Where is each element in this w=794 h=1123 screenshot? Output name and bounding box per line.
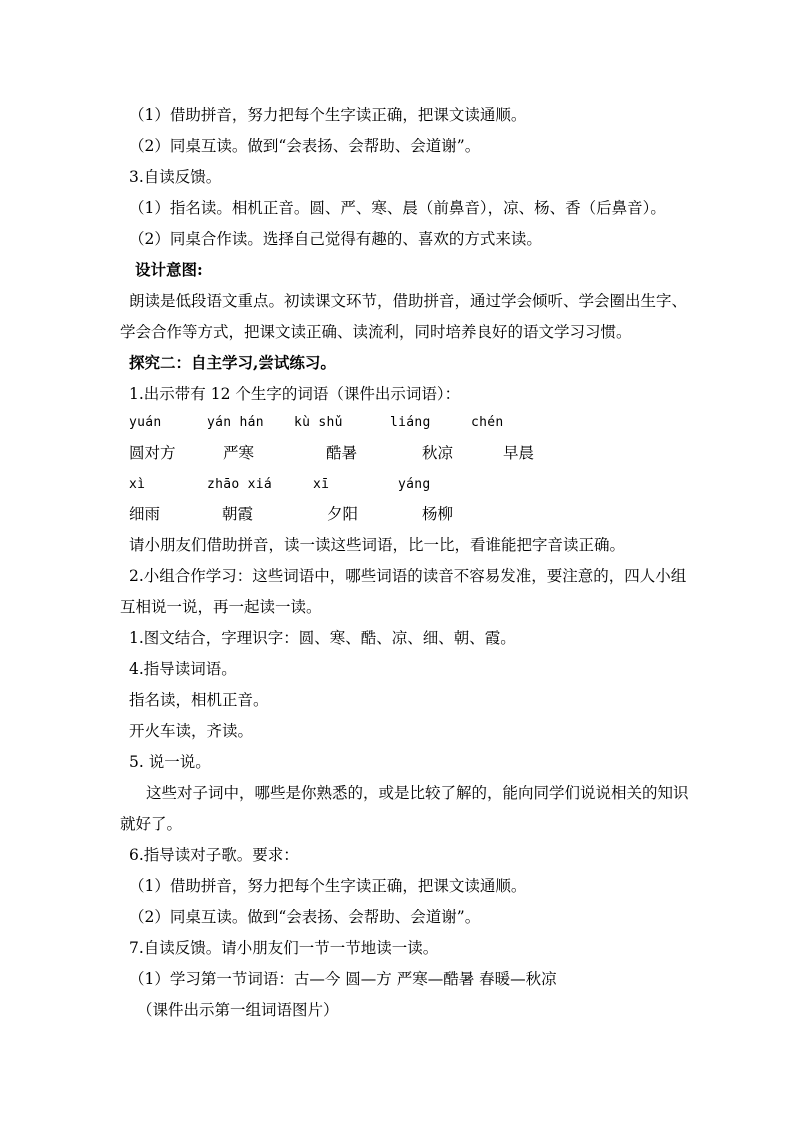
text-line: （1）借助拼音，努力把每个生字读正确，把课文读通顺。 — [129, 106, 527, 124]
section-heading: 探究二：自主学习,尝试练习。 — [129, 353, 336, 372]
text-line: 5. 说一说。 — [129, 753, 211, 771]
vocab-word: 秋凉 — [422, 444, 454, 462]
vocab-word: 夕阳 — [327, 505, 359, 523]
text-line: 学会合作等方式，把课文读正确、读流利，同时培养良好的语文学习习惯。 — [120, 323, 632, 341]
text-line: 3.自读反馈。 — [129, 168, 222, 186]
text-line: 指名读，相机正音。 — [129, 691, 269, 709]
vocab-word: 细雨 — [129, 505, 161, 523]
pinyin-label: yáng — [398, 477, 431, 492]
text-line: 朗读是低段语文重点。初读课文环节，借助拼音，通过学会倾听、学会圈出生字、 — [129, 292, 688, 310]
section-heading: 设计意图: — [135, 260, 203, 279]
pinyin-label: chén — [471, 415, 504, 430]
text-line: 1.图文结合，字理识字：圆、寒、酷、凉、细、朝、霞。 — [129, 629, 516, 647]
pinyin-label: xī — [313, 477, 330, 492]
text-line: （2）同桌合作读。选择自己觉得有趣的、喜欢的方式来读。 — [129, 230, 542, 248]
text-line: 开火车读，齐读。 — [129, 722, 254, 740]
vocab-word: 酷暑 — [326, 444, 358, 462]
vocab-word: 严寒 — [223, 444, 255, 462]
text-line: 7.自读反馈。请小朋友们一节一节地读一读。 — [129, 939, 439, 957]
text-line: 1.出示带有 12 个生字的词语（课件出示词语）： — [129, 385, 461, 403]
pinyin-label: zhāo xiá — [207, 477, 273, 492]
text-line: 就好了。 — [120, 815, 183, 833]
pinyin-label: liáng — [390, 415, 431, 430]
pinyin-label: yán hán — [207, 415, 264, 430]
text-line: 4.指导读词语。 — [129, 660, 237, 678]
vocab-word: 早晨 — [503, 444, 535, 462]
text-line: （2）同桌互读。做到“会表扬、会帮助、会道谢”。 — [129, 908, 481, 926]
pinyin-label: kù shǔ — [294, 415, 343, 430]
text-line: 这些对子词中，哪些是你熟悉的，或是比较了解的，能向同学们说说相关的知识 — [146, 784, 689, 802]
text-line: （1）指名读。相机正音。圆、严、寒、晨（前鼻音），凉、杨、香（后鼻音）。 — [129, 199, 666, 217]
text-line: 请小朋友们借助拼音，读一读这些词语，比一比，看谁能把字音读正确。 — [129, 536, 626, 554]
text-line: 6.指导读对子歌。要求： — [129, 846, 299, 864]
vocab-word: 朝霞 — [222, 505, 254, 523]
text-line: 2.小组合作学习：这些词语中，哪些词语的读音不容易发准，要注意的，四人小组 — [129, 567, 687, 585]
text-line: （1）借助拼音，努力把每个生字读正确，把课文读通顺。 — [129, 877, 527, 895]
text-line: （2）同桌互读。做到“会表扬、会帮助、会道谢”。 — [129, 137, 481, 155]
vocab-word: 杨柳 — [422, 505, 454, 523]
pinyin-label: xì — [129, 477, 146, 492]
text-line: （1）学习第一节词语：古—今 圆—方 严寒—酷暑 春暖—秋凉 — [129, 970, 557, 988]
text-line: （课件出示第一组词语图片） — [137, 1001, 339, 1019]
pinyin-label: yuán — [129, 415, 162, 430]
text-line: 互相说一说，再一起读一读。 — [120, 598, 322, 616]
vocab-word: 圆对方 — [129, 444, 176, 462]
